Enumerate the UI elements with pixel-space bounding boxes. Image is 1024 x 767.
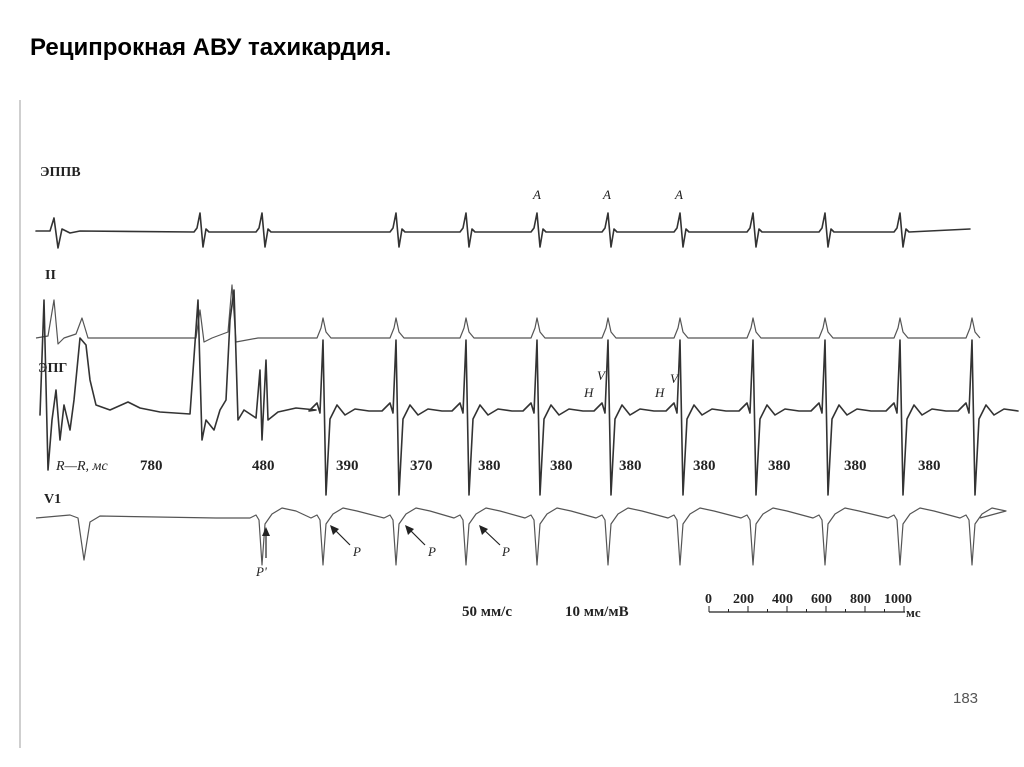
rr-label: R—R, мс — [56, 459, 108, 474]
lead-label-eppv: ЭППВ — [40, 165, 81, 180]
rr-interval-value: 380 — [693, 458, 716, 474]
rr-interval-value: 380 — [768, 458, 791, 474]
lead-v1-waveform — [36, 508, 1006, 565]
rr-interval-value: 380 — [619, 458, 642, 474]
p-wave-arrow — [479, 525, 500, 545]
scale-tick-label: 600 — [811, 592, 832, 607]
scale-tick-label: 800 — [850, 592, 871, 607]
rr-interval-value: 370 — [410, 458, 433, 474]
atrial-mark: A — [533, 187, 541, 202]
rr-interval-value: 380 — [478, 458, 501, 474]
paper-speed: 50 мм/с — [462, 604, 513, 620]
scale-unit: мс — [906, 605, 921, 620]
scale-tick-label: 0 — [705, 592, 712, 607]
p-prime-mark: P' — [256, 564, 267, 579]
epg-trace — [40, 290, 1018, 495]
rr-interval-value: 390 — [336, 458, 359, 474]
p-wave-mark: P — [502, 544, 510, 559]
eppv-trace — [36, 213, 970, 248]
p-wave-arrow — [330, 525, 350, 545]
p-wave-mark: P — [353, 544, 361, 559]
scale-tick-label: 200 — [733, 592, 754, 607]
lead-ii-trace — [36, 285, 980, 344]
p-wave-arrow — [405, 525, 425, 545]
p-wave-mark: P — [428, 544, 436, 559]
rr-interval-value: 380 — [918, 458, 941, 474]
lead-ii-waveform — [36, 285, 980, 344]
h-mark: H — [584, 385, 594, 400]
rr-interval-value: 380 — [550, 458, 573, 474]
time-scale — [705, 592, 921, 620]
lead-v1-trace — [36, 508, 1006, 565]
atrial-mark: A — [603, 187, 611, 202]
lead-label-v1: V1 — [44, 492, 62, 507]
eppv-waveform — [36, 213, 970, 248]
v-mark: V — [670, 371, 678, 386]
rr-interval-value: 480 — [252, 458, 275, 474]
page-number: 183 — [953, 690, 979, 707]
v-mark: V — [597, 368, 605, 383]
rr-interval-value: 380 — [844, 458, 867, 474]
scale-tick-label: 400 — [772, 592, 793, 607]
epg-waveform — [40, 290, 1018, 495]
h-mark: H — [655, 385, 665, 400]
scale-tick-label: 1000 — [884, 592, 912, 607]
gain: 10 мм/мВ — [565, 604, 629, 620]
rr-interval-value: 780 — [140, 458, 163, 474]
lead-label-epg: ЭПГ — [38, 361, 68, 376]
atrial-mark: A — [675, 187, 683, 202]
lead-label-ii: II — [45, 268, 56, 283]
slide-title: Реципрокная АВУ тахикардия. — [30, 34, 392, 61]
